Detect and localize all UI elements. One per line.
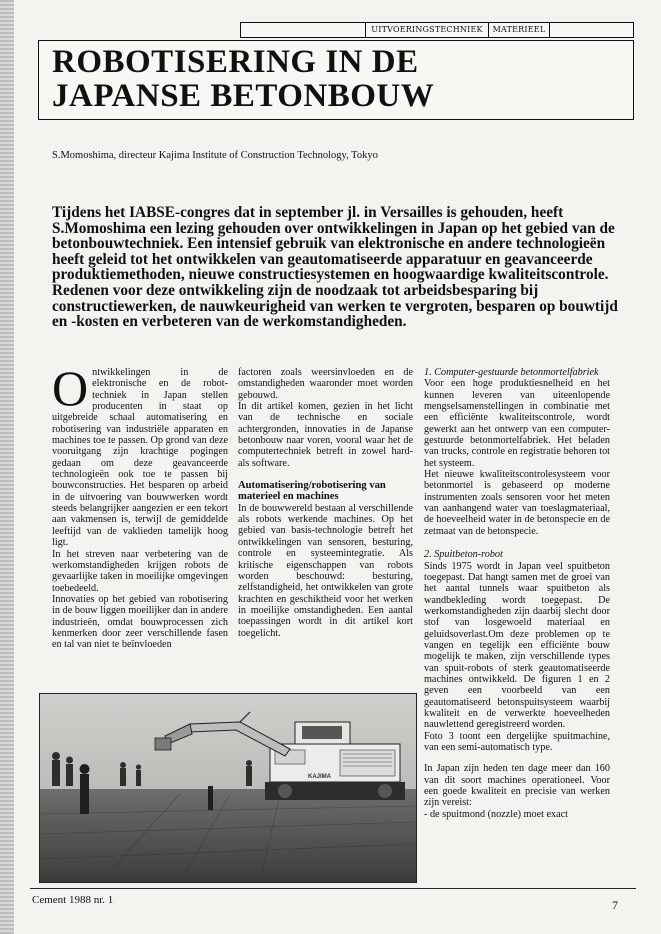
col2-paragraph-3: In de bouwwereld bestaan al verschillende als robots werkende machines. Op het gebied van basis-technologie betreft het ontwikkelingen van sensoren, besturing, controle en systeemintegratie. Als kritische eigenschappen van robots worden beschouwd: besturing, zelfstandigheid, het ontwikkelen van grote krachten en geschiktheid voor het werken in moeilijke omstandigheden. Een aantal toepassingen wordt in dit artikel kort toegelicht. bbox=[238, 502, 413, 639]
footer-page-number: 7 bbox=[612, 898, 618, 912]
col1-paragraph-1-text: ntwikkelingen in de elektronische en de robot-techniek in Japan stellen producenten in staat op uitgebreide schaal automatisering en robotisering van industriële apparaten en machines toe te passen. Op grond van deze vooruitgang zijn krachtige pogingen gedaan om deze geavanceerde technologieën ook toe te passen bij bouwconstructies. Het besparen op arbeid in de uitvoering van bouwwerken wordt steeds belangrijker aangezien er een tekort aan vakmensen is, terwijl de gemiddelde leeftijd van de vaklieden tamelijk hoog ligt. bbox=[52, 367, 228, 549]
footer-rule bbox=[30, 888, 636, 889]
col3-heading-1: 1. Computer-gestuurde betonmortelfabriek bbox=[424, 367, 599, 378]
author-byline: S.Momoshima, directeur Kajima Institute of Construction Technology, Tokyo bbox=[52, 150, 378, 161]
page-spine-edge bbox=[0, 0, 14, 934]
footer-publication: Cement 1988 nr. 1 bbox=[32, 894, 114, 906]
text-column-1 bbox=[52, 360, 228, 651]
intro-paragraph: Tijdens het IABSE-congres dat in september jl. in Versailles is gehouden, heeft S.Momoshima een lezing gehouden over ontwikkelingen in Japan op het gebied van de betonbouwtechniek. Een intensief gebruik van elektronische en andere technologieën heeft geleid tot het ontwikkelen van geautomatiseerde apparatuur en geavanceerde produktiemethoden, nieuwe constructiesystemen en hoogwaardige kwaliteitscontrole. Redenen voor deze ontwikkeling zijn de noodzaak tot arbeidsbesparing bij constructiewerken, de nauwkeurigheid van werken te vergroten, besparen op bouwtijd en -kosten en verbeteren van de werkomstandigheden. bbox=[52, 204, 618, 331]
machine-brand-text: KAJIMA bbox=[308, 774, 332, 780]
header-category-label: MATERIEEL bbox=[489, 23, 550, 37]
col3-paragraph-1: Voor een hoge produktiesnelheid en het kunnen leveren van uiteenlopende mengselsamenstellingen in combinatie met een efficiënte kwaliteitscontrole, wordt gewerkt aan het ontwerp van een computer-gestuurde betonmortelfabriek. Het beladen van trucks, controle en registratie behoren tot het systeem. bbox=[424, 378, 610, 469]
section-header-bar bbox=[240, 22, 634, 38]
col1-paragraph-2: In het streven naar verbetering van de werkomstandigheden krijgen robots de gevaarlijke taken in moeilijke omgevingen toebedeeld. bbox=[52, 548, 228, 594]
col3-heading-2: 2. Spuitbeton-robot bbox=[424, 549, 503, 561]
col2-paragraph-1: factoren zoals weersinvloeden en de omstandigheden waaronder moet worden gebouwd. bbox=[238, 367, 413, 401]
col1-paragraph-3: Innovaties op het gebied van robotisering in de bouw liggen moeilijker dan in andere industrieën, omdat bouwprocessen zich kenmerken door zeer verschillende fasen en tal van niet te beïnvloeden bbox=[52, 593, 228, 651]
header-empty-cell bbox=[241, 23, 366, 37]
col3-paragraph-2: Het nieuwe kwaliteitscontrolesysteem voor betonmortel is gebaseerd op moderne instrumenten zoals sensoren voor het meten van aanhangend water van toeslagmateriaal, de hoeveelheid water in de betonspecie en de zetmaat van de betonspecie. bbox=[424, 469, 610, 537]
drop-cap: O bbox=[52, 360, 89, 416]
col3-paragraph-3: Sinds 1975 wordt in Japan veel spuitbeton toegepast. Dat hangt samen met de groei van het aantal tunnels waar spuitbeton als wandbekleding wordt toegepast. De werkomstandigheden zijn daarbij slecht door stof van losgewoeld materiaal en geluidsoverlast.Om deze problemen op te vangen en tegelijk een efficiënte bouw mogelijk te maken, zijn verschillende types van spuit-robots of sterk geautomatiseerde machines ontwikkeld. De figuren 1 en 2 geven een voorbeeld van een geautomatiseerd betonspuitsysteem waarbij kwaliteit en de verwerkte hoeveelheden nauwlettend geregistreerd worden. bbox=[424, 560, 610, 731]
col1-paragraph-1 bbox=[52, 360, 228, 549]
col2-subheading: Automatisering/robotisering van materieel en machines bbox=[238, 480, 386, 503]
col3-paragraph-4: Foto 3 toont een dergelijke spuitmachine, van een semi-automatisch type. bbox=[424, 730, 610, 753]
title-box bbox=[38, 40, 634, 120]
shotcrete-machine-photo bbox=[39, 693, 417, 883]
article-title bbox=[52, 45, 434, 113]
title-line-2: JAPANSE BETONBOUW bbox=[52, 78, 435, 114]
title-line-1: ROBOTISERING IN DE bbox=[52, 44, 419, 80]
col3-paragraph-5: In Japan zijn heden ten dage meer dan 160 van dit soort machines operationeel. Voor een goede kwaliteit en precisie van werken zijn vereist: bbox=[424, 763, 610, 809]
header-section-label: UITVOERINGSTECHNIEK bbox=[366, 23, 489, 37]
text-column-2 bbox=[238, 367, 413, 639]
text-column-3 bbox=[424, 367, 610, 820]
col2-paragraph-2: In dit artikel komen, gezien in het licht van de technische en sociale achtergronden, innovaties in de Japanse betonbouw naar voren, vooral waar het de computertechniek betreft in zowel hard- als software. bbox=[238, 401, 413, 469]
col3-paragraph-6: - de spuitmond (nozzle) moet exact bbox=[424, 808, 568, 820]
